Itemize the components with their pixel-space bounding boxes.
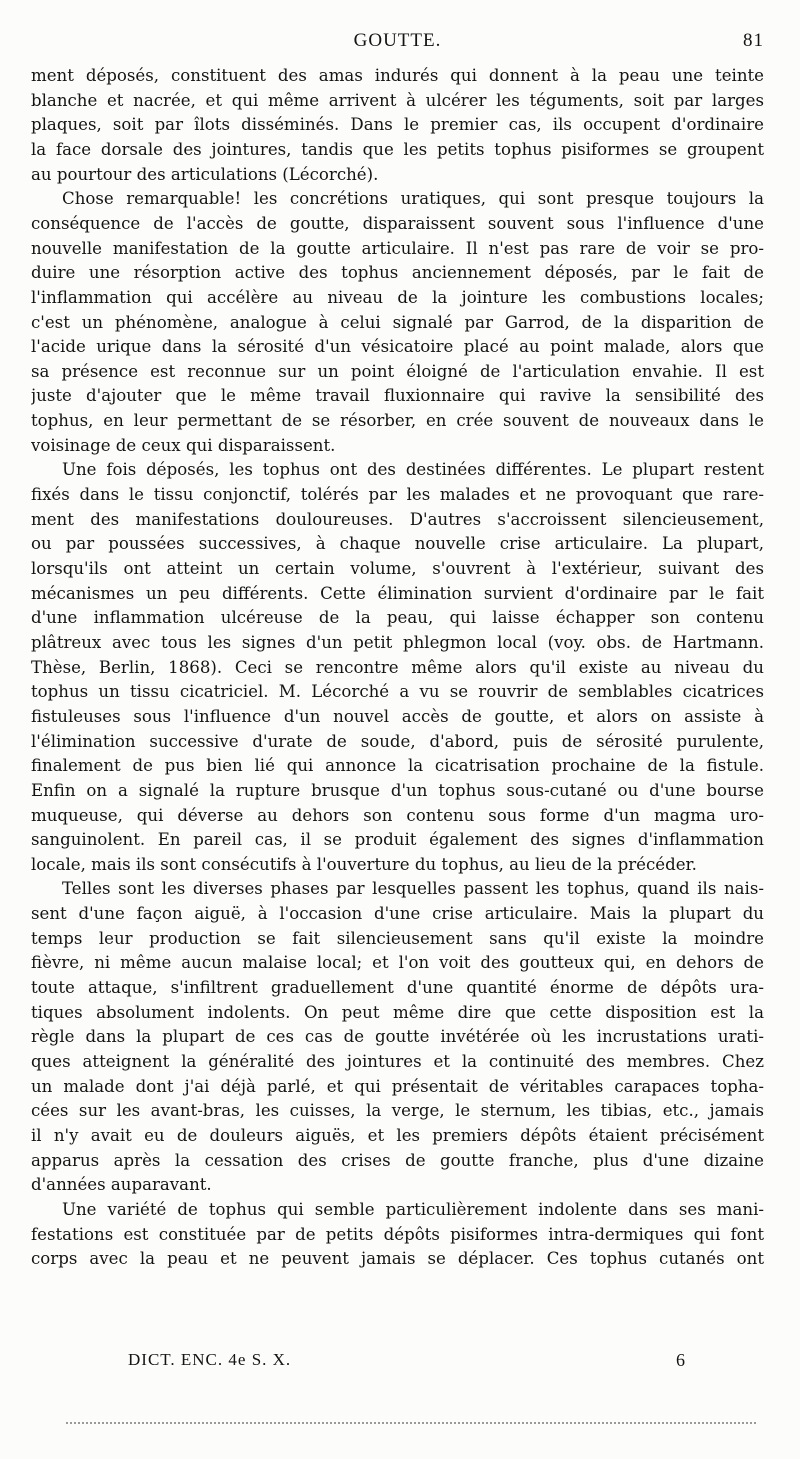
text-line: temps leur production se fait silencieusement sans qu'il existe la moindre	[31, 928, 764, 948]
text-line: fièvre, ni même aucun malaise local; et l'on voit des goutteux qui, en dehors de	[31, 953, 764, 973]
text-line: Une variété de tophus qui semble particulièrement indolente dans ses mani-	[62, 1199, 764, 1219]
text-line: juste d'ajouter que le même travail fluxionnaire qui ravive la sensibilité des	[31, 386, 764, 406]
bottom-dotted-rule	[66, 1418, 756, 1424]
text-line: l'élimination successive d'urate de soude, d'abord, puis de sérosité purulente,	[31, 731, 764, 751]
text-line: tophus, en leur permettant de se résorber, en crée souvent de nouveaux dans le	[31, 411, 764, 431]
text-line: duire une résorption active des tophus anciennement déposés, par le fait de	[31, 263, 764, 283]
text-line: ou par poussées successives, à chaque nouvelle crise articulaire. La plupart,	[31, 534, 764, 554]
text-line: corps avec la peau et ne peuvent jamais se déplacer. Ces tophus cutanés ont	[31, 1249, 764, 1269]
text-line: Chose remarquable! les concrétions uratiques, qui sont presque toujours la	[62, 189, 764, 209]
text-line: fixés dans le tissu conjonctif, tolérés par les malades et ne provoquant que rare-	[31, 485, 764, 505]
text-line: Enfin on a signalé la rupture brusque d'un tophus sous-cutané ou d'une bourse	[31, 780, 764, 800]
text-line: festations est constituée par de petits dépôts pisiformes intra-dermiques qui font	[31, 1224, 764, 1244]
running-header	[31, 30, 764, 54]
text-line: toute attaque, s'infiltrent graduellement d'une quantité énorme de dépôts ura-	[31, 978, 764, 998]
text-line: il n'y avait eu de douleurs aiguës, et les premiers dépôts étaient précisément	[31, 1125, 764, 1145]
text-line: ment des manifestations douloureuses. D'autres s'accroissent silencieusement,	[31, 509, 764, 529]
text-line: ment déposés, constituent des amas indurés qui donnent à la peau une teinte	[31, 66, 764, 85]
text-line: plaques, soit par îlots disséminés. Dans le premier cas, ils occupent d'ordinaire	[31, 115, 764, 135]
page-number: 81	[743, 30, 764, 51]
text-line: l'inflammation qui accélère au niveau de la jointure les combustions locales;	[31, 287, 764, 307]
signature-mark: DICT. ENC. 4e S. X.	[128, 1350, 292, 1369]
text-line: cées sur les avant-bras, les cuisses, la verge, le sternum, les tibias, etc., jamais	[31, 1101, 764, 1121]
text-line: voisinage de ceux qui disparaissent.	[31, 435, 336, 455]
text-line: apparus après la cessation des crises de goutte franche, plus d'une dizaine	[31, 1150, 764, 1170]
text-line: sa présence est reconnue sur un point éloigné de l'articulation envahie. Il est	[31, 361, 764, 381]
text-line: fistuleuses sous l'influence d'un nouvel accès de goutte, et alors on assiste à	[31, 706, 764, 726]
text-line: règle dans la plupart de ces cas de goutte invétérée où les incrustations urati-	[31, 1027, 764, 1047]
text-line: la face dorsale des jointures, tandis que les petits tophus pisiformes se groupent	[31, 139, 764, 159]
text-line: lorsqu'ils ont atteint un certain volume, s'ouvrent à l'extérieur, suivant des	[31, 559, 764, 578]
text-line: sent d'une façon aiguë, à l'occasion d'une crise articulaire. Mais la plupart du	[31, 904, 764, 924]
text-line: finalement de pus bien lié qui annonce la cicatrisation prochaine de la fistule.	[31, 756, 764, 776]
text-line: l'acide urique dans la sérosité d'un vésicatoire placé au point malade, alors que	[31, 337, 764, 357]
text-line: d'années auparavant.	[31, 1175, 212, 1195]
text-line: ques atteignent la généralité des jointures et la continuité des membres. Chez	[31, 1052, 764, 1071]
text-line: Une fois déposés, les tophus ont des destinées différentes. Le plupart restent	[62, 460, 764, 480]
text-line: conséquence de l'accès de goutte, disparaissent souvent sous l'influence d'une	[31, 213, 764, 233]
text-line: tiques absolument indolents. On peut même dire que cette disposition est la	[31, 1002, 764, 1022]
page-footer	[128, 1350, 688, 1374]
text-line: tophus un tissu cicatriciel. M. Lécorché a vu se rouvrir de semblables cicatrices	[31, 682, 764, 702]
text-line: d'une inflammation ulcéreuse de la peau, qui laisse échapper son contenu	[31, 608, 764, 628]
text-line: nouvelle manifestation de la goutte articulaire. Il n'est pas rare de voir se pro-	[31, 238, 764, 258]
sheet-number: 6	[676, 1350, 685, 1370]
text-line: au pourtour des articulations (Lécorché).	[31, 164, 379, 184]
text-line: sanguinolent. En pareil cas, il se produit également des signes d'inflammation	[31, 830, 764, 850]
running-title: GOUTTE.	[353, 30, 442, 51]
text-line: locale, mais ils sont consécutifs à l'ouverture du tophus, au lieu de la précéder.	[31, 854, 697, 874]
text-line: c'est un phénomène, analogue à celui signalé par Garrod, de la disparition de	[31, 312, 764, 332]
text-line: plâtreux avec tous les signes d'un petit phlegmon local (voy. obs. de Hartmann.	[31, 632, 764, 652]
text-line: Telles sont les diverses phases par lesquelles passent les tophus, quand ils nais-	[62, 879, 764, 899]
text-line: mécanismes un peu différents. Cette élimination survient d'ordinaire par le fait	[31, 583, 764, 603]
text-line: Thèse, Berlin, 1868). Ceci se rencontre même alors qu'il existe au niveau du	[31, 657, 764, 677]
text-line: un malade dont j'ai déjà parlé, et qui présentait de véritables carapaces topha-	[31, 1076, 764, 1096]
text-line: blanche et nacrée, et qui même arrivent à ulcérer les téguments, soit par larges	[31, 90, 764, 110]
text-line: muqueuse, qui déverse au dehors son contenu sous forme d'un magma uro-	[31, 805, 764, 825]
